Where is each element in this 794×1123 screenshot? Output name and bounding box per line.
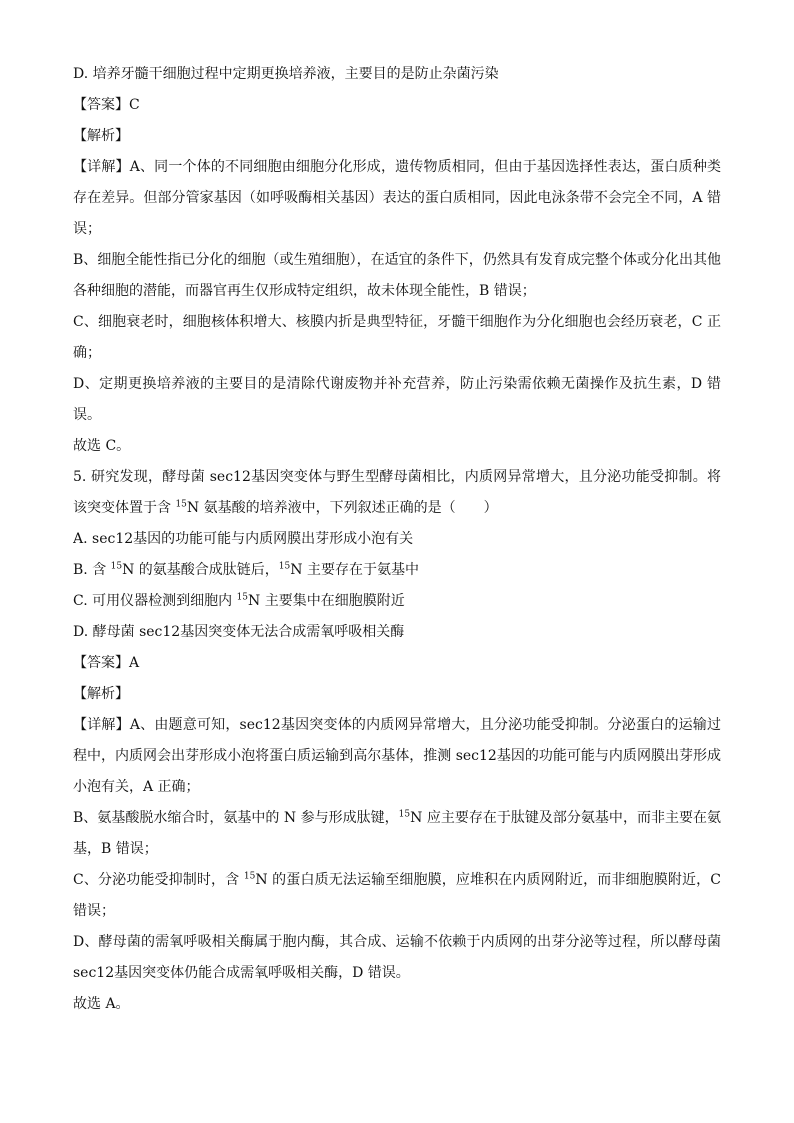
q5-option-b-text-1: B. 含 bbox=[73, 562, 111, 578]
q4-option-d: D. 培养牙髓干细胞过程中定期更换培养液，主要目的是防止杂菌污染 bbox=[73, 66, 499, 82]
q5-detail-b-text-1: B、氨基酸脱水缩合时，氨基中的 N 参与形成肽键， bbox=[73, 810, 399, 826]
q5-detail-a: 【详解】A、由题意可知，sec12基因突变体的内质网异常增大，且分泌功能受抑制。分泌蛋白的运输过程中，内质网会出芽形成小泡将蛋白质运输到高尔基体，推测 sec12基因的功能可能与内质网膜出芽形成小泡有关，A 正确； bbox=[73, 717, 721, 795]
q4-detail-b: B、细胞全能性指已分化的细胞（或生殖细胞），在适宜的条件下，仍然具有发育成完整个体或分化出其他各种细胞的潜能，而器官再生仅形成特定组织，故未体现全能性，B 错误； bbox=[73, 252, 721, 299]
q5-stem-text-1: 5. 研究发现，酵母菌 sec12基因突变体与野生型酵母菌相比，内质网异常增大，且分泌功能受抑制。将该突变体置于含 bbox=[73, 469, 721, 516]
q5-conclusion: 故选 A。 bbox=[73, 996, 130, 1012]
q4-detail-c: C、细胞衰老时，细胞核体积增大、核膜内折是典型特征，牙髓干细胞作为分化细胞也会经历衰老，C 正确； bbox=[73, 314, 721, 361]
q5-detail-b-isotope: 15 bbox=[398, 809, 411, 820]
q5-option-d: D. 酵母菌 sec12基因突变体无法合成需氧呼吸相关酶 bbox=[73, 624, 405, 640]
q4-answer: 【答案】C bbox=[73, 97, 140, 113]
q5-option-c-isotope: 15 bbox=[236, 592, 249, 603]
q4-analysis-label: 【解析】 bbox=[73, 128, 129, 144]
q5-detail-c-isotope: 15 bbox=[243, 871, 256, 882]
q5-option-b bbox=[73, 560, 721, 581]
q5-detail-c bbox=[73, 865, 721, 927]
q5-analysis-label: 【解析】 bbox=[73, 686, 129, 702]
q5-option-b-text-3: N 主要存在于氨基中 bbox=[290, 562, 419, 578]
q5-option-a: A. sec12基因的功能可能与内质网膜出芽形成小泡有关 bbox=[73, 531, 414, 547]
q5-detail-c-text-1: C、分泌功能受抑制时，含 bbox=[73, 872, 244, 888]
q5-stem-text-2: N 氨基酸的培养液中，下列叙述正确的是（ ） bbox=[186, 500, 498, 516]
q5-option-b-text-2: N 的氨基酸合成肽链后， bbox=[122, 562, 279, 578]
page-content bbox=[73, 64, 721, 1025]
q4-detail-d: D、定期更换培养液的主要目的是清除代谢废物并补充营养，防止污染需依赖无菌操作及抗生素，D 错误。 bbox=[73, 376, 721, 423]
q5-option-b-isotope-2: 15 bbox=[278, 561, 291, 572]
q5-stem bbox=[73, 462, 721, 524]
q4-conclusion: 故选 C。 bbox=[73, 438, 131, 454]
q4-detail-a: 【详解】A、同一个体的不同细胞由细胞分化形成，遗传物质相同，但由于基因选择性表达，蛋白质种类存在差异。但部分管家基因（如呼吸酶相关基因）表达的蛋白质相同，因此电泳条带不会完全不同，A 错误； bbox=[73, 159, 721, 237]
q5-detail-b-text-2: N 应主要存在于肽键及部分氨基中，而非主要在氨基，B 错误； bbox=[73, 810, 721, 857]
q5-option-c-text-2: N 主要集中在细胞膜附近 bbox=[248, 593, 405, 609]
q5-option-c-text-1: C. 可用仪器检测到细胞内 bbox=[73, 593, 237, 609]
q5-detail-d: D、酵母菌的需氧呼吸相关酶属于胞内酶，其合成、运输不依赖于内质网的出芽分泌等过程，所以酵母菌 sec12基因突变体仍能合成需氧呼吸相关酶，D 错误。 bbox=[73, 934, 721, 981]
q5-option-b-isotope-1: 15 bbox=[110, 561, 123, 572]
q5-option-c bbox=[73, 591, 721, 612]
q5-stem-isotope: 15 bbox=[175, 499, 187, 510]
q5-detail-b bbox=[73, 803, 721, 865]
q5-detail-c-text-2: N 的蛋白质无法运输至细胞膜，应堆积在内质网附近，而非细胞膜附近，C 错误； bbox=[73, 872, 721, 919]
q5-answer: 【答案】A bbox=[73, 655, 140, 671]
